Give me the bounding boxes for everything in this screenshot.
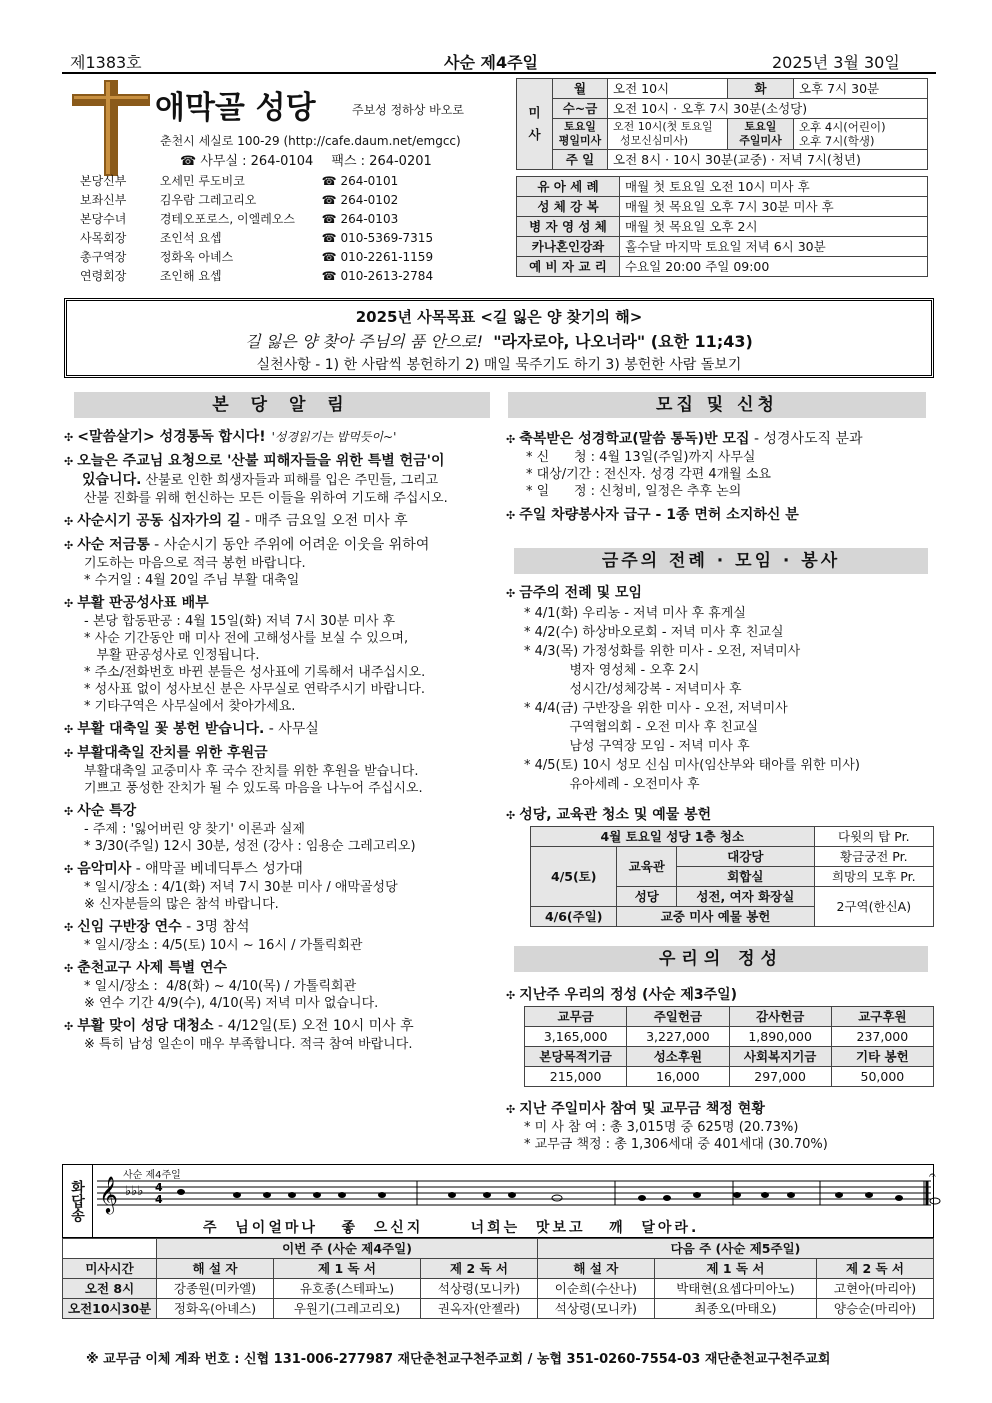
roster-reader: 이순희(수산나) — [537, 1279, 654, 1299]
staff-row — [80, 267, 433, 286]
bullet-icon: ✣ — [64, 431, 74, 444]
roster-this-week: 이번 주 (사순 제4주일) — [157, 1239, 538, 1259]
clean-date-0405: 4/5(토) — [531, 847, 617, 907]
notice-item — [64, 720, 504, 739]
clean-restroom: 성전, 여자 화장실 — [677, 887, 815, 907]
notice-list — [64, 428, 504, 1058]
offering-header: 성소후원 — [627, 1047, 729, 1067]
clean-district: 2구역(한신A) — [814, 887, 933, 927]
offering-value: 215,000 — [525, 1067, 627, 1087]
clean-date-0406: 4/6(주일) — [531, 907, 617, 927]
notice-section-title: 본 당 알 림 — [74, 392, 490, 418]
notice-note: - 애막골 베네딕투스 성가대 — [131, 861, 303, 877]
staff-name: 조인해 요셉 — [159, 269, 222, 283]
offering-header: 사회복지기금 — [729, 1047, 831, 1067]
offering-value: 3,165,000 — [525, 1027, 627, 1047]
staff-row — [80, 191, 433, 210]
week-item: 구역협의회 - 오전 미사 후 친교실 — [524, 720, 759, 735]
roster-reader: 최종오(마태오) — [654, 1299, 816, 1319]
week-section-title: 금주의 전례 · 모임 · 봉사 — [514, 548, 928, 574]
notice-note: - 사무실 — [264, 721, 319, 737]
staff-phone: 010-2261-1159 — [340, 250, 434, 264]
satsun-label: 토요일 — [744, 120, 777, 133]
fax-number: 팩스 : 264-0201 — [331, 154, 432, 169]
notice-title-2: 있습니다. — [82, 472, 142, 488]
notice-title: 부활 판공성사표 배부 — [77, 595, 209, 611]
week-item: * 4/5(토) 10시 성모 신심 미사(임산부와 태아를 위한 미사) — [524, 758, 860, 773]
clean-meeting-room: 회합실 — [677, 867, 815, 887]
reader-roster-table — [62, 1238, 934, 1319]
psalm-label: 화답송 — [63, 1165, 93, 1237]
notice-title: 춘천교구 사제 특별 연수 — [77, 960, 228, 976]
roster-reader: 유호종(스테파노) — [273, 1279, 420, 1299]
tue-label: 화 — [728, 79, 794, 99]
service-label: 유 아 세 례 — [517, 177, 620, 197]
notice-note: - 성경사도직 분과 — [749, 431, 863, 447]
staff-phone: 264-0102 — [340, 193, 399, 207]
notice-detail: * 일시/장소 : 4/8(화) ~ 4/10(목) / 가톨릭회관 — [84, 979, 357, 994]
tue-time: 오후 7시 30분 — [794, 79, 928, 99]
service-value: 홀수달 마지막 토요일 저녁 6시 30분 — [620, 237, 928, 257]
service-label: 병 자 영 성 체 — [517, 217, 620, 237]
roster-col-header: 제 1 독 서 — [654, 1259, 816, 1279]
bullet-icon: ✣ — [64, 723, 74, 736]
notice-title: 주일 차량봉사자 급구 - 1종 면허 소지하신 분 — [519, 507, 799, 523]
staff-name: 정화옥 아녜스 — [159, 250, 234, 264]
staff-role: 본당수녀 — [80, 212, 127, 226]
staff-name: 경테오포로스, 이엘레오스 — [159, 212, 295, 226]
roster-reader: 석상령(모니카) — [537, 1299, 654, 1319]
bullet-icon: ✣ — [64, 597, 74, 610]
notice-title: 사순시기 공동 십자가의 길 — [77, 513, 241, 529]
offering-section-title: 우리의 정성 — [514, 946, 928, 972]
service-value: 수요일 20:00 주일 09:00 — [620, 257, 928, 277]
staff-name: 김우람 그레고리오 — [159, 193, 257, 207]
notice-item — [64, 744, 504, 797]
week-title: 금주의 전례 및 모임 — [519, 585, 643, 601]
bullet-icon: ✣ — [506, 587, 516, 600]
offering-value: 1,890,000 — [729, 1027, 831, 1047]
bullet-icon: ✣ — [64, 515, 74, 528]
offering-value: 50,000 — [831, 1067, 933, 1087]
notice-detail: 기도하는 마음으로 적극 봉헌 바랍니다. — [84, 556, 306, 571]
notice-note-2: 산불로 인한 희생자들과 피해를 입은 주민들, 그리고 — [141, 473, 439, 488]
week-item: * 4/3(목) 가정성화를 위한 미사 - 오전, 저녁미사 — [524, 644, 801, 659]
service-label: 예 비 자 교 리 — [517, 257, 620, 277]
church-office — [180, 150, 432, 169]
notice-note: - 3명 참석 — [181, 919, 250, 935]
svg-text:4: 4 — [155, 1193, 163, 1206]
offering-header: 교무금 — [525, 1007, 627, 1027]
recruit-list — [506, 430, 936, 531]
notice-note: '성경읽기는 밥먹듯이~' — [271, 430, 397, 444]
church-address: 춘천시 세실로 100-29 (http://cafe.daum.net/emgcc) — [160, 134, 461, 148]
bullet-icon: ✣ — [64, 539, 74, 552]
sun-time: 오전 8시 · 10시 30분(교중) · 저녁 7시(청년) — [608, 150, 928, 170]
clean-hall: 대강당 — [677, 847, 815, 867]
svg-text:4: 4 — [155, 1181, 163, 1194]
mon-label: 월 — [553, 79, 608, 99]
staff-row — [80, 172, 433, 191]
notice-title: 부활 맞이 성당 대청소 — [77, 1018, 214, 1034]
clean-hall-value: 황금궁전 Pr. — [814, 847, 933, 867]
sat-sublabel: 평일미사 — [558, 134, 602, 147]
notice-detail: 기쁘고 풍성한 잔치가 될 수 있도록 마음을 나누어 주십시오. — [84, 781, 423, 796]
roster-mass-time: 오전10시30분 — [63, 1299, 157, 1319]
roster-reader: 박태현(요셉다미아노) — [654, 1279, 816, 1299]
notice-item — [64, 512, 504, 531]
staff-row — [80, 210, 433, 229]
notice-title: 음악미사 — [77, 861, 132, 877]
attendance-block — [506, 1100, 936, 1153]
bullet-icon: ✣ — [506, 433, 516, 446]
hymn-title: 사순 제4주일 — [123, 1170, 181, 1181]
sat-time: 오전 10시(첫 토요일 — [613, 120, 713, 133]
notice-item — [64, 860, 504, 913]
notice-item — [64, 918, 504, 954]
church-patron: 주보성 정하상 바오로 — [352, 103, 464, 117]
satsun-time-2: 오후 7시(학생) — [799, 134, 875, 148]
roster-col-header: 해 설 자 — [537, 1259, 654, 1279]
offering-title: 지난주 우리의 정성 (사순 제3주일) — [519, 987, 738, 1003]
donation-account-footer: ※ 교무금 이체 계좌 번호 : 신협 131-006-277987 재단춘천교구천주교회 / 농협 351-0260-7554-03 재단춘천교구천주교회 — [86, 1352, 831, 1367]
notice-item — [64, 594, 504, 715]
svg-text:𝄞: 𝄞 — [99, 1175, 118, 1213]
clean-edu: 교육관 — [617, 847, 677, 887]
service-value: 매월 첫 목요일 오후 2시 — [620, 217, 928, 237]
roster-reader: 강종원(미카엘) — [157, 1279, 274, 1299]
attendance-line: * 미 사 참 여 : 총 3,015명 중 625명 (20.73%) — [524, 1120, 799, 1135]
bullet-icon: ✣ — [506, 809, 516, 822]
bullet-icon: ✣ — [64, 805, 74, 818]
notice-detail: * 일 정 : 신청비, 일정은 추후 논의 — [526, 484, 742, 499]
cross-logo — [72, 80, 150, 176]
notice-title: <말씀살기> 성경통독 합시다! — [77, 429, 266, 445]
bullet-icon: ✣ — [64, 747, 74, 760]
notice-item — [64, 536, 504, 589]
attendance-line: * 교무금 책정 : 총 1,306세대 중 401세대 (30.70%) — [524, 1137, 828, 1152]
goal-motto: 길 잃은 양 찾아 주님의 품 안으로! — [245, 332, 484, 351]
week-item: * 4/2(수) 하상바오로회 - 저녁 미사 후 친교실 — [524, 625, 784, 640]
church-name: 애막골 성당 — [155, 90, 316, 126]
staff-phone: 264-0101 — [340, 174, 399, 188]
notice-title: 사순 특강 — [77, 803, 137, 819]
roster-reader: 양승순(마리아) — [817, 1299, 934, 1319]
notice-detail: * 일시/장소 : 4/1(화) 저녁 7시 30분 미사 / 애막골성당 — [84, 880, 398, 895]
goal-scripture: "라자로야, 나오너라" (요한 11;43) — [493, 332, 753, 351]
satsun-sublabel: 주일미사 — [739, 134, 782, 147]
staff-row — [80, 229, 433, 248]
offering-header: 감사헌금 — [729, 1007, 831, 1027]
mass-label: 미 사 — [517, 79, 553, 170]
svg-text:♭♭♭: ♭♭♭ — [125, 1184, 144, 1199]
roster-reader: 고현아(마리아) — [817, 1279, 934, 1299]
roster-mass-time: 오전 8시 — [63, 1279, 157, 1299]
staff-role: 사목회장 — [80, 231, 127, 245]
staff-name: 오세민 루도비코 — [159, 174, 245, 188]
cleaning-table — [530, 826, 934, 927]
offering-value: 16,000 — [627, 1067, 729, 1087]
roster-reader: 석상령(모니카) — [421, 1279, 538, 1299]
offering-header: 기타 봉헌 — [831, 1047, 933, 1067]
satsun-time: 오후 4시(어린이) — [799, 120, 886, 134]
notice-detail: * 대상/기간 : 전신자. 성경 각편 4개월 소요 — [526, 467, 771, 482]
notice-detail: * 수거일 : 4월 20일 주님 부활 대축일 — [84, 573, 300, 588]
week-item: 성시간/성체강복 - 저녁미사 후 — [524, 682, 742, 697]
goal-title: 2025년 사목목표 <길 잃은 양 찾기의 해> — [355, 308, 643, 326]
phone-icon: ☎ — [180, 154, 197, 169]
roster-col-header: 제 2 독 서 — [421, 1259, 538, 1279]
staff-role: 보좌신부 — [80, 193, 127, 207]
roster-next-week: 다음 주 (사순 제5주일) — [537, 1239, 933, 1259]
phone-icon: ☎ — [321, 193, 337, 207]
roster-col-header: 제 1 독 서 — [273, 1259, 420, 1279]
notice-detail: ※ 특히 남성 일손이 매우 부족합니다. 적극 참여 바랍니다. — [84, 1037, 413, 1052]
week-block — [506, 584, 936, 794]
week-item: 유아세례 - 오전미사 후 — [524, 777, 700, 792]
notice-note: - 4/12일(토) 오전 10시 미사 후 — [213, 1018, 414, 1034]
wedfri-label: 수~금 — [553, 99, 608, 119]
notice-detail: - 주제 : '잃어버린 양 찾기' 이론과 실제 — [84, 822, 305, 837]
phone-icon: ☎ — [321, 212, 337, 226]
liturgical-sunday: 사순 제4주일 — [444, 53, 538, 72]
clean-meeting-value: 희망의 모후 Pr. — [814, 867, 933, 887]
notice-item — [64, 452, 504, 507]
roster-col-header: 제 2 독 서 — [817, 1259, 934, 1279]
offering-header: 본당목적기금 — [525, 1047, 627, 1067]
staff-name: 조인석 요셉 — [159, 231, 222, 245]
notice-detail: * 신 청 : 4월 13일(주일)까지 사무실 — [526, 450, 756, 465]
notice-detail: ※ 연수 기간 4/9(수), 4/10(목) 저녁 미사 없습니다. — [84, 996, 379, 1011]
psalm-response — [62, 1164, 934, 1238]
service-value: 매월 첫 토요일 오전 10시 미사 후 — [620, 177, 928, 197]
offering-value: 297,000 — [729, 1067, 831, 1087]
week-item: 병자 영성체 - 오후 2시 — [524, 663, 700, 678]
offering-value: 3,227,000 — [627, 1027, 729, 1047]
bullet-icon: ✣ — [506, 509, 516, 522]
phone-icon: ☎ — [321, 231, 337, 245]
attendance-title: 지난 주일미사 참여 및 교무금 책정 현황 — [519, 1101, 765, 1117]
notice-detail: 산불 진화를 위해 헌신하는 모든 이들을 위하여 기도해 주십시오. — [84, 491, 448, 506]
roster-col-header: 미사시간 — [63, 1259, 157, 1279]
bullet-icon: ✣ — [64, 863, 74, 876]
notice-item — [64, 428, 504, 447]
staff-phone: 010-2613-2784 — [340, 269, 434, 283]
staff-phone: 010-5369-7315 — [340, 231, 434, 245]
notice-title: 부활대축일 잔치를 위한 후원금 — [77, 745, 268, 761]
notice-item — [64, 1017, 504, 1053]
wedfri-time: 오전 10시 · 오후 7시 30분(소성당) — [608, 99, 928, 119]
services-table — [516, 176, 928, 277]
clean-title: 성당, 교육관 청소 및 예물 봉헌 — [519, 807, 712, 823]
notice-title: 사순 저금통 — [77, 537, 150, 553]
mon-time: 오전 10시 — [608, 79, 728, 99]
issue-date: 2025년 3월 30일 — [772, 53, 900, 72]
header-rule — [62, 72, 936, 74]
sat-time-2: 성모신심미사) — [620, 134, 689, 147]
pastoral-goal-box — [64, 298, 934, 378]
notice-title: 신임 구반장 연수 — [77, 919, 182, 935]
staff-role: 총구역장 — [80, 250, 127, 264]
office-phone: 사무실 : 264-0104 — [200, 154, 314, 169]
clean-offering: 교중 미사 예물 봉헌 — [617, 907, 814, 927]
music-staff — [97, 1168, 936, 1215]
hymn-lyrics: 주 님이얼마나 좋 으신지 너희는 맛보고 깨 달아라. — [203, 1220, 700, 1236]
clean-row1-label: 4월 토요일 성당 1층 청소 — [531, 827, 815, 847]
sun-label: 주 일 — [553, 150, 608, 170]
notice-detail: ※ 신자분들의 많은 참석 바랍니다. — [84, 897, 279, 912]
svg-text:𝄐: 𝄐 — [929, 1168, 936, 1182]
staff-role: 연령회장 — [80, 269, 127, 283]
staff-role: 본당신부 — [80, 174, 127, 188]
roster-reader: 정화옥(아녜스) — [157, 1299, 274, 1319]
bullet-icon: ✣ — [506, 1103, 516, 1116]
notice-detail: - 본당 합동판공 : 4월 15일(화) 저녁 7시 30분 미사 후 — [84, 614, 396, 629]
week-item: * 4/1(화) 우리농 - 저녁 미사 후 휴게실 — [524, 606, 746, 621]
notice-note: - 사순시기 동안 주위에 어려운 이웃을 위하여 — [149, 537, 430, 553]
notice-detail: * 일시/장소 : 4/5(토) 10시 ~ 16시 / 가톨릭회관 — [84, 938, 363, 953]
roster-reader: 권옥자(안젤라) — [421, 1299, 538, 1319]
recruit-section-title: 모집 및 신청 — [508, 392, 926, 418]
notice-item — [64, 959, 504, 1012]
clean-church: 성당 — [617, 887, 677, 907]
notice-detail: * 기타구역은 사무실에서 찾아가세요. — [84, 699, 296, 714]
notice-detail: * 주소/전화번호 바뀐 분들은 성사표에 기록해서 내주십시오. — [84, 665, 426, 680]
clean-row1-value: 다윗의 탑 Pr. — [814, 827, 933, 847]
offering-table — [524, 1006, 934, 1087]
notice-title: 축복받은 성경학교(말씀 통독)반 모집 — [519, 431, 750, 447]
bullet-icon: ✣ — [64, 962, 74, 975]
phone-icon: ☎ — [321, 174, 337, 188]
week-item: * 4/4(금) 구반장을 위한 미사 - 오전, 저녁미사 — [524, 701, 788, 716]
offering-header: 주일헌금 — [627, 1007, 729, 1027]
mass-schedule-table — [516, 78, 928, 170]
roster-col-header: 해 설 자 — [157, 1259, 274, 1279]
notice-detail: 부활 판공성사로 인정됩니다. — [84, 648, 260, 663]
notice-detail: * 사순 기간동안 매 미사 전에 고해성사를 보실 수 있으며, — [84, 631, 409, 646]
service-label: 카나혼인강좌 — [517, 237, 620, 257]
staff-phone: 264-0103 — [340, 212, 399, 226]
notice-item — [64, 802, 504, 855]
offering-header: 교구후원 — [831, 1007, 933, 1027]
service-value: 매월 첫 목요일 오후 7시 30분 미사 후 — [620, 197, 928, 217]
staff-row — [80, 248, 433, 267]
notice-title: 부활 대축일 꽃 봉헌 받습니다. — [77, 721, 265, 737]
roster-reader: 우원기(그레고리오) — [273, 1299, 420, 1319]
phone-icon: ☎ — [321, 269, 337, 283]
notice-item — [506, 430, 936, 500]
notice-detail: * 3/30(주일) 12시 30분, 성전 (강사 : 임용순 그레고리오) — [84, 839, 416, 854]
bullet-icon: ✣ — [506, 989, 516, 1002]
sat-label: 토요일 — [564, 120, 596, 133]
goal-practice: 실천사항 - 1) 한 사람씩 봉헌하기 2) 매일 묵주기도 하기 3) 봉헌한 사람 돌보기 — [256, 357, 742, 373]
offering-value: 237,000 — [831, 1027, 933, 1047]
week-item: 남성 구역장 모임 - 저녁 미사 후 — [524, 739, 750, 754]
phone-icon: ☎ — [321, 250, 337, 264]
notice-item — [506, 506, 936, 525]
notice-title: 오늘은 주교님 요청으로 '산불 피해자들을 위한 특별 헌금'이 — [77, 453, 445, 469]
notice-detail: 부활대축일 교중미사 후 국수 잔치를 위한 후원을 받습니다. — [84, 764, 419, 779]
bullet-icon: ✣ — [64, 1020, 74, 1033]
issue-number: 제1383호 — [70, 53, 142, 72]
bullet-icon: ✣ — [64, 921, 74, 934]
notice-detail: * 성사표 없이 성사보신 분은 사무실로 연락주시기 바랍니다. — [84, 682, 425, 697]
staff-list — [80, 172, 433, 286]
service-label: 성 체 강 복 — [517, 197, 620, 217]
bullet-icon: ✣ — [64, 455, 74, 468]
notice-note: - 매주 금요일 오전 미사 후 — [240, 513, 408, 529]
